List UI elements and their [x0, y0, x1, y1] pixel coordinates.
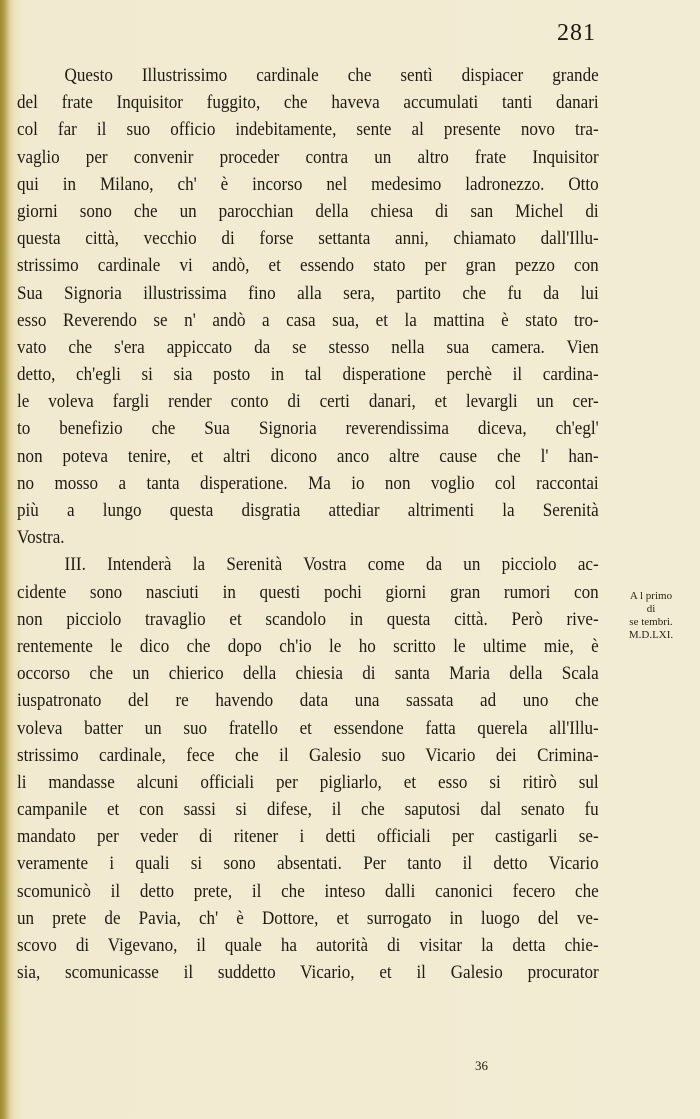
- text-line: qui in Milano, ch' è incorso nel medesimo ladronezzo. Otto: [17, 173, 599, 195]
- text-line: col far il suo officio indebitamente, sente al presente novo tra-: [17, 119, 599, 141]
- text-line: voleva batter un suo fratello et essendone fatta querela all'Illu-: [17, 717, 599, 739]
- text-line: Questo Illustrissimo cardinale che sentì dispiacer grande: [64, 65, 599, 86]
- text-line: non picciolo travaglio et scandolo in questa città. Però rive-: [17, 608, 599, 630]
- text-line: Vostra.: [17, 527, 65, 549]
- text-line: sia, scomunicasse il suddetto Vicario, et il Galesio procurator: [17, 962, 599, 984]
- text-line: più a lungo questa disgratia attediar altrimenti la Serenità: [17, 500, 599, 521]
- text-line: scovo di Vigevano, il quale ha autorità di visitar la detta chie-: [17, 935, 599, 956]
- page-number: 281: [557, 20, 596, 46]
- text-line: vaglio per convenir proceder contra un altro frate Inquisitor: [17, 146, 599, 168]
- signature-mark: 36: [475, 1058, 488, 1073]
- text-line: scomunicò il detto prete, il che inteso dalli canonici fecero che: [17, 880, 599, 902]
- text-line: li mandasse alcuni officiali per pigliarlo, et esso si ritirò sul: [17, 771, 599, 793]
- paragraph-1: [17, 62, 599, 551]
- text-line: vato che s'era appiccato da se stesso nella sua camera. Vien: [17, 336, 599, 358]
- text-line: un prete de Pavia, ch' è Dottore, et surrogato in luogo del ve-: [17, 907, 599, 929]
- text-line: giorni sono che un parocchian della chiesa di san Michel di: [17, 200, 599, 222]
- body-text: [17, 62, 599, 986]
- margin-note-line: di: [646, 603, 656, 615]
- text-line: rentemente le dico che dopo ch'io le ho scritto le ultime mie, è: [17, 635, 599, 657]
- binding-gutter: [0, 0, 10, 1119]
- margin-note-line: A l primo: [629, 590, 673, 602]
- text-line: non poteva tenire, et altri dicono anco altre cause che l' han-: [17, 445, 599, 467]
- text-line: le voleva fargli render conto di certi danari, et levargli un cer-: [17, 391, 599, 413]
- text-line: veramente i quali si sono absentati. Per tanto il detto Vicario: [17, 853, 599, 875]
- margin-note-line: M.D.LXI.: [628, 629, 674, 641]
- text-line: strissimo cardinale, fece che il Galesio suo Vicario dei Crimina-: [17, 744, 599, 766]
- text-line: detto, ch'egli si sia posto in tal disperatione perchè il cardina-: [17, 364, 599, 386]
- text-line: campanile et con sassi si difese, il che saputosi dal senato fu: [17, 799, 599, 821]
- text-line: strissimo cardinale vi andò, et essendo stato per gran pezzo con: [17, 255, 599, 277]
- margin-note-line: se tembri.: [629, 616, 673, 628]
- text-line: del frate Inquisitor fuggito, che haveva accumulati tanti danari: [17, 92, 599, 114]
- text-line: no mosso a tanta disperatione. Ma io non voglio col raccontai: [17, 472, 599, 494]
- text-line: cidente sono nasciuti in questi pochi giorni gran rumori con: [17, 581, 599, 603]
- text-line: to benefizio che Sua Signoria reverendissima diceva, ch'egl': [17, 418, 599, 440]
- paragraph-2: [17, 551, 599, 986]
- text-line: Sua Signoria illustrissima fino alla sera, partito che fu da lui: [17, 282, 599, 304]
- text-line: iuspatronato del re havendo data una sassata ad uno che: [17, 690, 599, 712]
- text-line: mandato per veder di ritener i detti officiali per castigarli se-: [17, 826, 599, 848]
- text-line: questa città, vecchio di forse settanta anni, chiamato dall'Illu-: [17, 228, 599, 250]
- text-line: occorso che un chierico della chiesia di santa Maria della Scala: [17, 663, 599, 685]
- text-line: III. Intenderà la Serenità Vostra come da un picciolo ac-: [64, 554, 599, 576]
- text-line: esso Reverendo se n' andò a casa sua, et la mattina è stato tro-: [17, 309, 599, 331]
- margin-date-note: [604, 590, 698, 642]
